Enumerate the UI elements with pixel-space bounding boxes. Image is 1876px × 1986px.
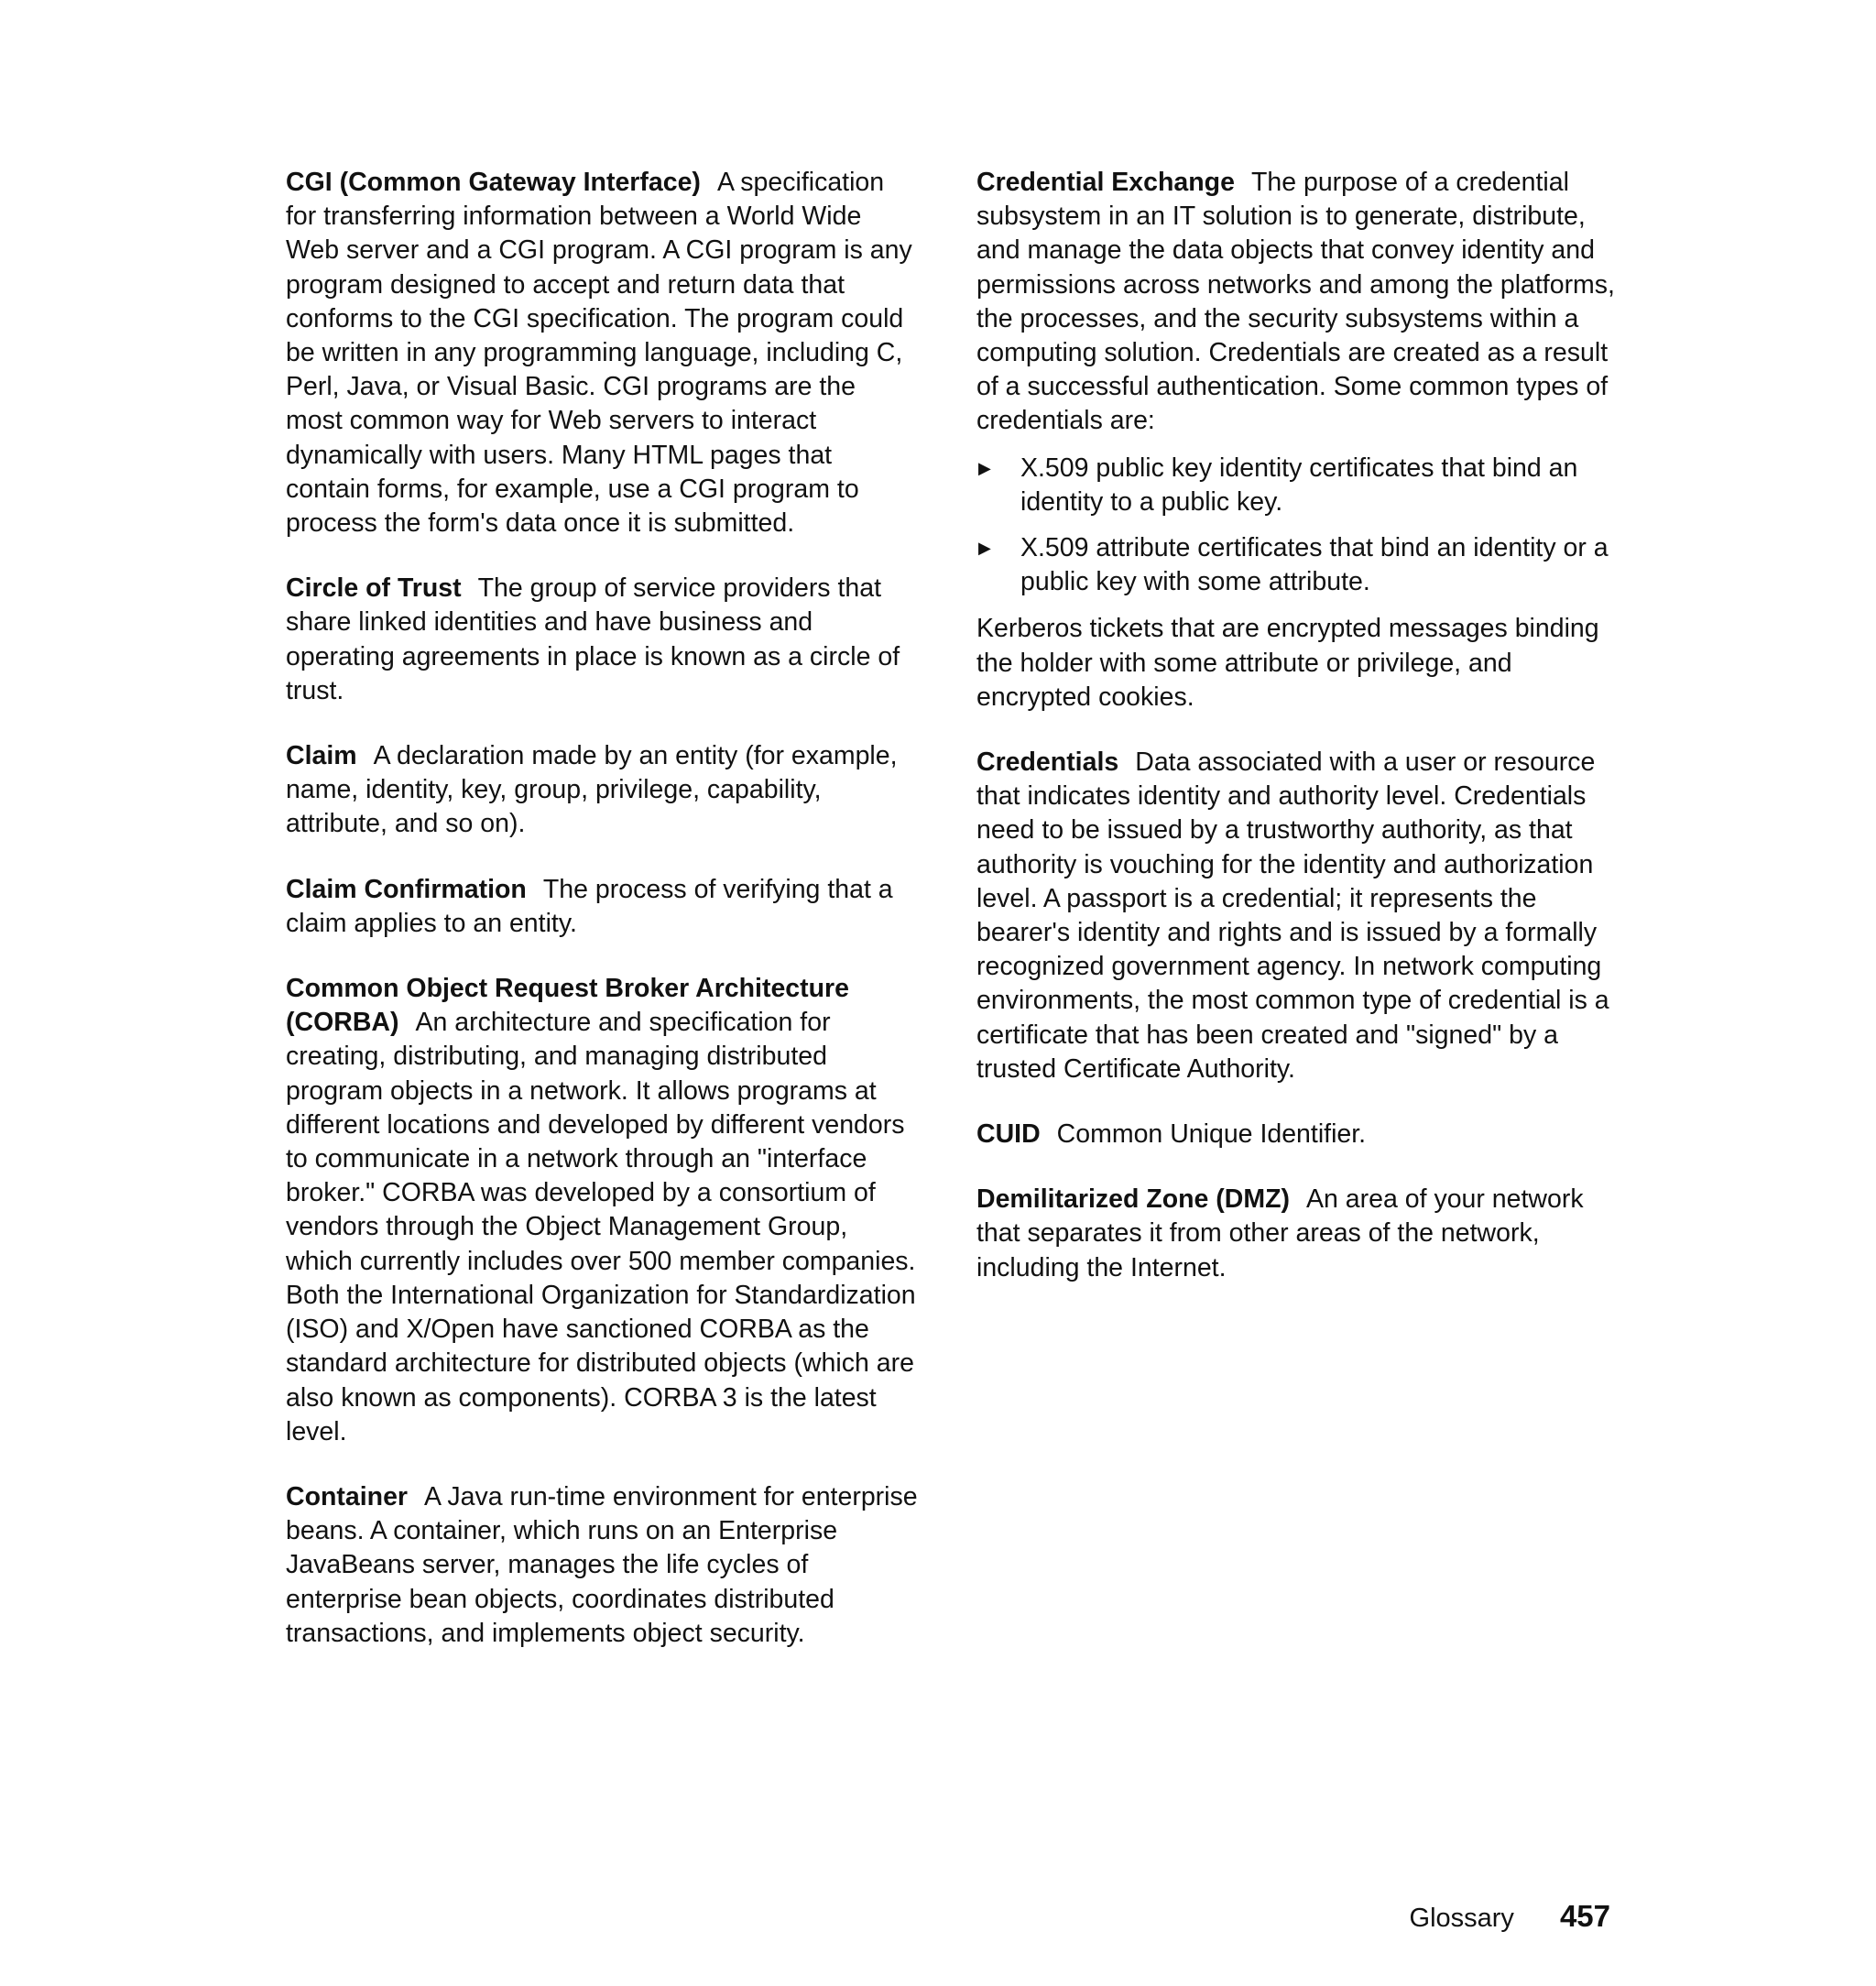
glossary-entry-cuid [976, 1118, 1618, 1151]
entry-term: Demilitarized Zone (DMZ) [976, 1184, 1291, 1215]
glossary-entry-credential-exchange [976, 166, 1618, 715]
glossary-entry-corba [286, 972, 918, 1449]
entry-term: CGI (Common Gateway Interface) [286, 168, 701, 197]
entry-term: Claim [286, 741, 357, 771]
entry-definition: A specification for transferring information between a World Wide Web server and a CGI program. A CGI program is any program designed to accept and return data that conforms to the CGI specification. The program could be written in any programming language, including C, Perl, Java, or Visual Basic. CGI programs are the most common way for Web servers to interact dynamically with users. Many HTML pages that contain forms, for example, use a CGI program to process the form's data once it is submitted. [286, 168, 912, 539]
list-item-text: X.509 attribute certificates that bind an identity or a public key with some attribute. [1020, 533, 1609, 597]
credential-types-list [976, 452, 1618, 600]
entry-definition: Common Unique Identifier. [1056, 1119, 1367, 1150]
entry-definition: The process of verifying that a claim applies to an entity. [286, 874, 893, 938]
entry-followup: Kerberos tickets that are encrypted messages binding the holder with some attribute or privilege, and encrypted cookies. [976, 614, 1599, 712]
entry-term: Credentials [976, 747, 1119, 778]
entry-term: Circle of Trust [286, 573, 462, 604]
glossary-entry-cgi [286, 166, 918, 540]
entry-definition: An architecture and specification for creating, distributing, and managing distributed program objects in a network. It allows programs at different locations and developed by different vendors to communicate in a network through an "interface broker." CORBA was developed by a consortium of vendors through the Object Management Group, which currently includes over 500 member companies. Both the International Organization for Standardization (ISO) and X/Open have sanctioned CORBA as the standard architecture for distributed objects (which are also known as components). CORBA 3 is the latest level. [286, 1008, 916, 1446]
page-footer [1410, 1898, 1610, 1937]
right-column [976, 166, 1618, 1316]
footer-section-title: Glossary [1409, 1904, 1514, 1933]
left-column [286, 166, 918, 1682]
list-item-text: X.509 public key identity certificates that bind an identity to a public key. [1020, 453, 1578, 517]
glossary-entry-circle-of-trust [286, 572, 918, 708]
list-item [976, 531, 1618, 599]
glossary-entry-claim-confirmation [286, 873, 918, 941]
glossary-entry-credentials [976, 746, 1618, 1086]
entry-term: Credential Exchange [976, 168, 1235, 197]
entry-definition: Data associated with a user or resource that indicates identity and authority level. Credentials need to be issued by a trustworthy authority, as that authority is vouching for the identity and authorization level. A passport is a credential; it represents the bearer's identity and rights and is issued by a formally recognized government agency. In network computing environments, the most common type of credential is a certificate that has been created and "signed" by a trusted Certificate Authority. [976, 747, 1609, 1084]
entry-definition: A Java run-time environment for enterprise beans. A container, which runs on an Enterprise JavaBeans server, manages the life cycles of enterprise bean objects, coordinates distributed transactions, and implements object security. [286, 1481, 918, 1648]
entry-definition: A declaration made by an entity (for example, name, identity, key, group, privilege, capability, attribute, and so on). [286, 741, 898, 839]
entry-term: CUID [976, 1119, 1041, 1150]
triangle-right-icon: ▶ [978, 458, 991, 477]
entry-definition: The purpose of a credential subsystem in an IT solution is to generate, distribute, and manage the data objects that convey identity and permissions across networks and among the platforms, the processes, and the security subsystems within a computing solution. Credentials are created as a result of a successful authentication. Some common types of credentials are: [976, 168, 1615, 436]
entry-definition: The group of service providers that share linked identities and have business and operating agreements in place is known as a circle of trust. [286, 573, 900, 705]
glossary-entry-container [286, 1480, 918, 1651]
entry-definition: An area of your network that separates it from other areas of the network, including the Internet. [976, 1184, 1584, 1282]
entry-term: Common Object Request Broker Architecture (CORBA) [286, 974, 849, 1038]
entry-term: Claim Confirmation [286, 874, 527, 904]
entry-term: Container [286, 1481, 409, 1511]
triangle-right-icon: ▶ [978, 539, 991, 558]
glossary-entry-dmz [976, 1183, 1618, 1285]
page-number: 457 [1559, 1899, 1610, 1933]
glossary-entry-claim [286, 739, 918, 842]
list-item [976, 452, 1618, 519]
